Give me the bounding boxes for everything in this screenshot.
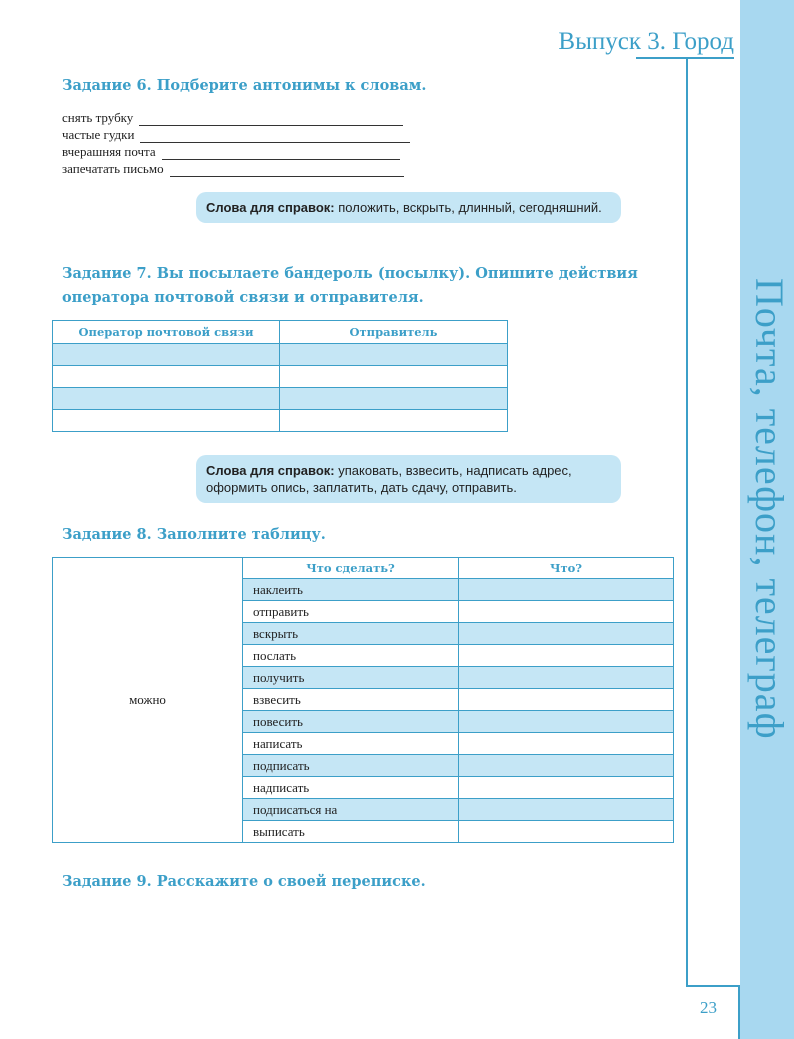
- antonym-row: [62, 127, 410, 143]
- answer-line[interactable]: [139, 114, 403, 126]
- hint-label: Слова для справок:: [206, 463, 335, 478]
- antonym-row: [62, 161, 404, 177]
- answer-line[interactable]: [170, 165, 404, 177]
- table-row: [53, 366, 508, 388]
- verb-cell: подписаться на: [243, 799, 459, 821]
- verb-cell: повесить: [243, 711, 459, 733]
- answer-cell[interactable]: [459, 645, 674, 667]
- header-underline: [636, 57, 734, 59]
- verb-cell: вскрыть: [243, 623, 459, 645]
- issue-title: Выпуск 3. Город: [558, 28, 734, 55]
- table-cell[interactable]: [280, 344, 508, 366]
- table-row: [53, 344, 508, 366]
- answer-cell[interactable]: [459, 711, 674, 733]
- modal-word-cell: [53, 558, 243, 843]
- task8-heading: Задание 8. Заполните таблицу.: [62, 526, 326, 543]
- verb-cell: отправить: [243, 601, 459, 623]
- column-header-what: Что?: [459, 558, 674, 579]
- table-cell[interactable]: [280, 388, 508, 410]
- verb-cell: взвесить: [243, 689, 459, 711]
- task7-heading: [62, 262, 638, 310]
- table-row: [53, 410, 508, 432]
- task7-heading-line1: Задание 7. Вы посылаете бандероль (посылку). Опишите действия: [62, 265, 638, 282]
- hint-box-task6: [196, 192, 621, 223]
- answer-cell[interactable]: [459, 755, 674, 777]
- verb-cell: надписать: [243, 777, 459, 799]
- answer-cell[interactable]: [459, 821, 674, 843]
- antonym-phrase: запечатать письмо: [62, 161, 164, 176]
- answer-cell[interactable]: [459, 601, 674, 623]
- task6-heading: Задание 6. Подберите антонимы к словам.: [62, 77, 427, 94]
- answer-cell[interactable]: [459, 799, 674, 821]
- verb-cell: подписать: [243, 755, 459, 777]
- task7-heading-line2: оператора почтовой связи и отправителя.: [62, 289, 424, 306]
- verb-cell: получить: [243, 667, 459, 689]
- operator-sender-table: [52, 320, 508, 432]
- antonym-phrase: снять трубку: [62, 110, 134, 125]
- answer-cell[interactable]: [459, 733, 674, 755]
- table-cell[interactable]: [53, 410, 280, 432]
- hint-label: Слова для справок:: [206, 200, 335, 215]
- verb-cell: написать: [243, 733, 459, 755]
- verb-cell: выписать: [243, 821, 459, 843]
- verb-cell: послать: [243, 645, 459, 667]
- answer-line[interactable]: [162, 148, 400, 160]
- table-cell[interactable]: [53, 366, 280, 388]
- answer-cell[interactable]: [459, 579, 674, 601]
- table-row: [53, 388, 508, 410]
- hint-text: упаковать, взвесить, надписать адрес, оформить опись, заплатить, дать сдачу, отправить.: [206, 463, 572, 495]
- antonym-row: [62, 144, 400, 160]
- answer-line[interactable]: [140, 131, 410, 143]
- column-header-what-to-do: Что сделать?: [243, 558, 459, 579]
- antonym-phrase: частые гудки: [62, 127, 135, 142]
- table-cell[interactable]: [280, 366, 508, 388]
- answer-cell[interactable]: [459, 689, 674, 711]
- hint-text: положить, вскрыть, длинный, сегодняшний.: [338, 200, 602, 215]
- chapter-title: [740, 278, 794, 778]
- antonym-row: [62, 110, 403, 126]
- hint-box-task7: [196, 455, 621, 503]
- table-cell[interactable]: [280, 410, 508, 432]
- answer-cell[interactable]: [459, 777, 674, 799]
- verbs-table: [52, 557, 674, 843]
- column-header-operator: Оператор почтовой связи: [53, 321, 280, 344]
- modal-word: можно: [129, 692, 166, 707]
- antonym-phrase: вчерашняя почта: [62, 144, 156, 159]
- answer-cell[interactable]: [459, 667, 674, 689]
- page-number: 23: [700, 998, 717, 1017]
- task9-heading: Задание 9. Расскажите о своей переписке.: [62, 873, 426, 890]
- column-header-sender: Отправитель: [280, 321, 508, 344]
- frame-line-vertical: [686, 57, 688, 987]
- chapter-title-text: Почта, телефон, телеграф: [747, 278, 792, 740]
- table-cell[interactable]: [53, 388, 280, 410]
- verb-cell: наклеить: [243, 579, 459, 601]
- table-cell[interactable]: [53, 344, 280, 366]
- frame-line-bottom: [686, 985, 740, 987]
- answer-cell[interactable]: [459, 623, 674, 645]
